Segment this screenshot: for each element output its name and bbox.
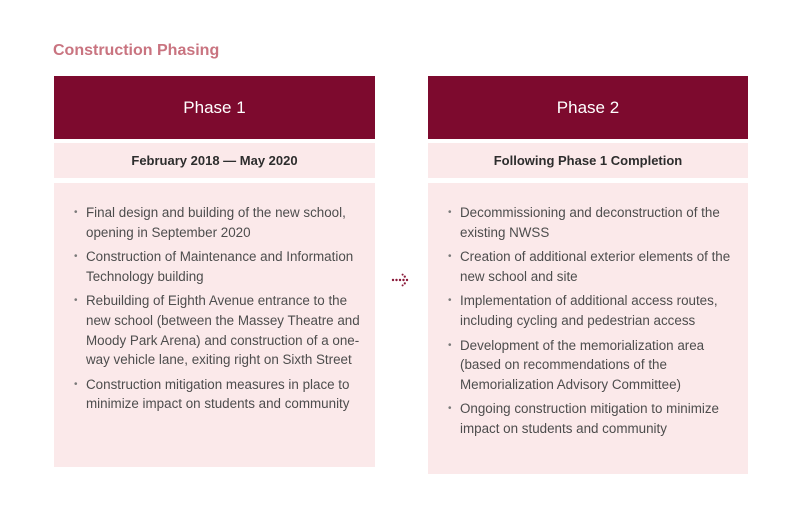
phase-2-item: • Decommissioning and deconstruction of the existing NWSS <box>448 203 734 242</box>
phase-2-body <box>428 183 748 474</box>
phase-2-item: • Development of the memorialization area (based on recommendations of the Memorialization Advisory Committee) <box>448 336 734 395</box>
phase-1-item: • Construction of Maintenance and Information Technology building <box>74 247 361 286</box>
phase-2-item: • Creation of additional exterior elements of the new school and site <box>448 247 734 286</box>
phase-1-list <box>74 203 361 414</box>
section-title: Construction Phasing <box>53 42 220 59</box>
phase-1-item: • Rebuilding of Eighth Avenue entrance to the new school (between the Massey Theatre and Moody Park Arena) and construction of a one-way vehicle lane, exiting right on Sixth Street <box>74 291 361 369</box>
phase-1-item: • Final design and building of the new school, opening in September 2020 <box>74 203 361 242</box>
phase-2-list <box>448 203 734 439</box>
phase-1-dates: February 2018 — May 2020 <box>54 143 375 178</box>
phase-1-item: • Construction mitigation measures in place to minimize impact on students and community <box>74 375 361 414</box>
dotted-arrow-right-icon <box>391 273 411 287</box>
phase-1-body <box>54 183 375 467</box>
phase-2-title: Phase 2 <box>428 76 748 139</box>
phase-2-column <box>428 76 748 474</box>
phase-2-dates: Following Phase 1 Completion <box>428 143 748 178</box>
phase-2-item: • Implementation of additional access routes, including cycling and pedestrian access <box>448 291 734 330</box>
phase-1-column <box>54 76 375 467</box>
phase-2-item: • Ongoing construction mitigation to minimize impact on students and community <box>448 399 734 438</box>
phase-1-title: Phase 1 <box>54 76 375 139</box>
